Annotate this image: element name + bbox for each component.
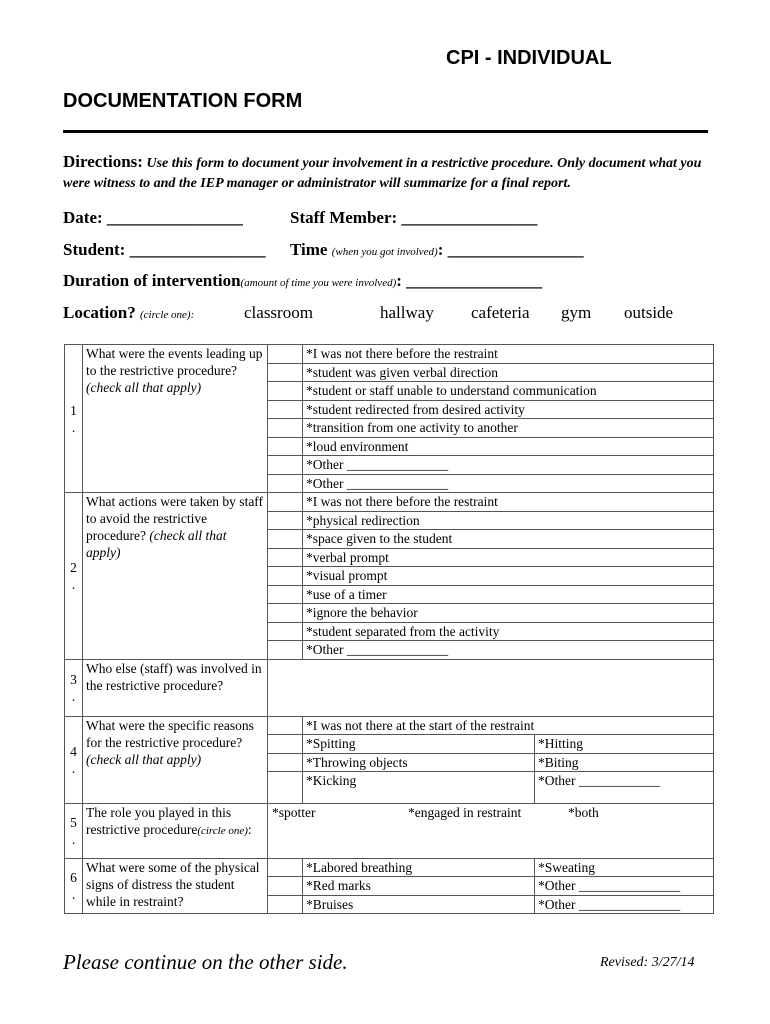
date-field[interactable]: [63, 208, 243, 228]
option-label: *Kicking: [303, 772, 535, 803]
form-subtitle: DOCUMENTATION FORM: [63, 90, 303, 112]
duration-label: Duration of intervention: [63, 271, 241, 290]
checkbox[interactable]: [268, 567, 303, 586]
staff-member-label: Staff Member:: [290, 208, 398, 227]
directions-text: Use this form to document your involvement in a restrictive procedure. Only document what you were witness to and the IEP manager or administrator will summarize for a final report.: [63, 156, 702, 191]
option-label: *use of a timer: [303, 585, 714, 604]
checkbox[interactable]: [268, 604, 303, 623]
role-option-engaged[interactable]: *engaged in restraint: [408, 804, 522, 820]
location-option-hallway[interactable]: hallway: [380, 303, 434, 322]
checkbox[interactable]: [268, 511, 303, 530]
directions-label: Directions:: [63, 152, 143, 171]
option-label: *space given to the student: [303, 530, 714, 549]
checkbox[interactable]: [268, 858, 303, 877]
option-label: *student redirected from desired activity: [303, 400, 714, 419]
option-label: *Other _______________: [303, 641, 714, 660]
duration-hint: (amount of time you were involved): [240, 277, 397, 289]
form-title: CPI - INDIVIDUAL: [446, 47, 612, 69]
location-label: Location?: [63, 303, 136, 322]
checkbox[interactable]: [268, 753, 303, 772]
option-label: *physical redirection: [303, 511, 714, 530]
option-label: *Other _______________: [303, 474, 714, 493]
location-option-classroom[interactable]: classroom: [244, 303, 313, 322]
checkbox[interactable]: [268, 530, 303, 549]
option-label: *Other _______________: [535, 877, 714, 896]
continue-note: Please continue on the other side.: [63, 950, 348, 974]
option-label: *Other _______________: [303, 456, 714, 475]
question-text: The role you played in this restrictive procedure(circle one):: [83, 803, 268, 858]
checkbox[interactable]: [268, 456, 303, 475]
checkbox[interactable]: [268, 363, 303, 382]
revised-date: Revised: 3/27/14: [600, 955, 695, 970]
time-label: Time: [290, 240, 328, 259]
date-blank: ________________: [106, 208, 243, 227]
question-number: 2 .: [65, 493, 83, 660]
checkbox[interactable]: [268, 548, 303, 567]
staff-member-blank: ________________: [401, 208, 538, 227]
checkbox[interactable]: [268, 585, 303, 604]
question-row: [65, 803, 714, 858]
staff-involved-input[interactable]: [268, 659, 714, 716]
question-row: [65, 716, 714, 735]
question-number: 4 .: [65, 716, 83, 803]
option-label: *Other ____________: [535, 772, 714, 803]
student-label: Student:: [63, 240, 126, 259]
option-label: *visual prompt: [303, 567, 714, 586]
option-label: *Throwing objects: [303, 753, 535, 772]
question-number: 5 .: [65, 803, 83, 858]
checkbox[interactable]: [268, 419, 303, 438]
role-option-spotter[interactable]: *spotter: [272, 804, 316, 820]
option-label: *Sweating: [535, 858, 714, 877]
question-number: 6 .: [65, 858, 83, 914]
checkbox[interactable]: [268, 895, 303, 914]
location-hint: (circle one):: [139, 309, 195, 321]
time-hint: (when you got involved): [331, 246, 438, 258]
question-number: 1 .: [65, 345, 83, 493]
role-options: [268, 803, 714, 858]
option-label: *ignore the behavior: [303, 604, 714, 623]
time-blank: ________________: [447, 240, 584, 259]
time-field[interactable]: Time (when you got involved): ________________: [290, 240, 584, 259]
question-row: [65, 493, 714, 512]
checkbox[interactable]: [268, 716, 303, 735]
question-text: What actions were taken by staff to avoid the restrictive procedure? (check all that apply): [83, 493, 268, 660]
option-label: *I was not there before the restraint: [303, 493, 714, 512]
question-text: What were the events leading up to the restrictive procedure? (check all that apply): [83, 345, 268, 493]
option-label: *Bruises: [303, 895, 535, 914]
location-option-outside[interactable]: outside: [624, 303, 674, 322]
checkbox[interactable]: [268, 641, 303, 660]
location-option-gym[interactable]: gym: [561, 303, 592, 322]
option-label: *Labored breathing: [303, 858, 535, 877]
checkbox[interactable]: [268, 400, 303, 419]
option-label: *Red marks: [303, 877, 535, 896]
option-label: *Biting: [535, 753, 714, 772]
duration-blank: ________________: [406, 271, 543, 290]
question-text: Who else (staff) was involved in the restrictive procedure?: [83, 659, 268, 716]
checkbox[interactable]: [268, 437, 303, 456]
checkbox[interactable]: [268, 772, 303, 803]
checkbox[interactable]: [268, 622, 303, 641]
question-text: What were the specific reasons for the restrictive procedure? (check all that apply): [83, 716, 268, 803]
staff-member-field[interactable]: [290, 208, 537, 228]
checkbox[interactable]: [268, 735, 303, 754]
option-label: *Hitting: [535, 735, 714, 754]
checkbox[interactable]: [268, 345, 303, 364]
option-label: *Spitting: [303, 735, 535, 754]
student-blank: ________________: [129, 240, 266, 259]
location-option-cafeteria[interactable]: cafeteria: [471, 303, 530, 322]
student-field[interactable]: [63, 240, 266, 260]
role-option-both[interactable]: *both: [568, 804, 599, 820]
checkbox[interactable]: [268, 493, 303, 512]
checkbox[interactable]: [268, 877, 303, 896]
option-label: *verbal prompt: [303, 548, 714, 567]
checkbox[interactable]: [268, 382, 303, 401]
option-label: *student separated from the activity: [303, 622, 714, 641]
date-label: Date:: [63, 208, 103, 227]
option-label: *loud environment: [303, 437, 714, 456]
option-label: *I was not there before the restraint: [303, 345, 714, 364]
title-divider: [63, 130, 708, 133]
question-row: [65, 858, 714, 877]
option-label: *I was not there at the start of the restraint: [303, 716, 714, 735]
option-label: *Other _______________: [535, 895, 714, 914]
option-label: *transition from one activity to another: [303, 419, 714, 438]
directions: [63, 152, 713, 194]
option-label: *student or staff unable to understand communication: [303, 382, 714, 401]
checkbox[interactable]: [268, 474, 303, 493]
option-label: *student was given verbal direction: [303, 363, 714, 382]
question-number: 3 .: [65, 659, 83, 716]
question-row: [65, 659, 714, 716]
question-row: [65, 345, 714, 364]
questions-table: [64, 344, 714, 914]
question-text: What were some of the physical signs of distress the student while in restraint?: [83, 858, 268, 914]
duration-field[interactable]: Duration of intervention(amount of time you were involved): ________________: [63, 271, 543, 290]
location-label-group: [63, 303, 194, 323]
